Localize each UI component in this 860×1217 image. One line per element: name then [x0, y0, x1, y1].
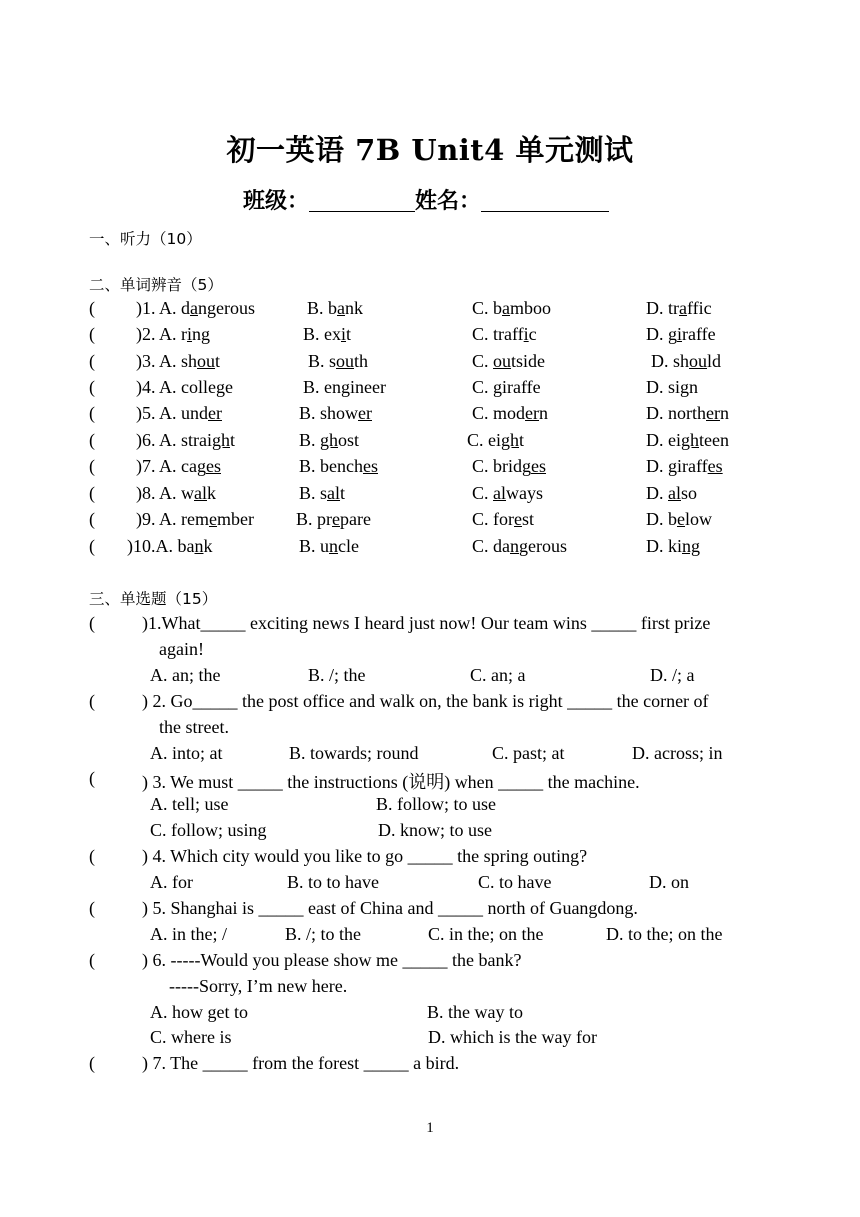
phonetics-row [0, 298, 860, 324]
phonetics-row [0, 456, 860, 482]
option-d: D. giraffes [646, 456, 723, 476]
question-2-text: ) 2. Go_____ the post office and walk on, the bank is right _____ the corner of [142, 691, 709, 711]
option-c: C. dangerous [472, 536, 567, 556]
option-a: A. into; at [150, 743, 223, 763]
answer-paren: ( [89, 483, 95, 503]
option-b: B. salt [299, 483, 346, 503]
name-blank [481, 189, 609, 212]
answer-paren: ( [89, 298, 95, 318]
phonetics-row [0, 483, 860, 509]
phonetics-row [0, 351, 860, 377]
option-d: D. which is the way for [428, 1027, 597, 1047]
option-b: B. uncle [299, 536, 359, 556]
student-info-line [243, 184, 609, 215]
phonetics-row [0, 403, 860, 429]
phonetics-row [0, 536, 860, 562]
option-d: D. also [646, 483, 698, 503]
option-d: D. northern [646, 403, 729, 423]
option-a: )8. A. walk [136, 483, 216, 503]
name-label: 姓名： [415, 188, 482, 214]
option-a: )1. A. dangerous [136, 298, 255, 318]
option-d: D. sign [646, 377, 699, 397]
option-d: D. know; to use [378, 820, 492, 840]
option-b: B. follow; to use [376, 794, 496, 814]
question-3-text: ) 3. We must _____ the instructions (说明) when _____ the machine. [142, 772, 640, 792]
option-c: C. to have [478, 872, 552, 892]
option-b: B. /; to the [285, 924, 361, 944]
option-a: )6. A. straight [136, 430, 236, 450]
option-a: )9. A. remember [136, 509, 254, 529]
option-a: )10.A. bank [127, 536, 213, 556]
question-paren: ( [89, 1053, 95, 1073]
option-c: C. bamboo [472, 298, 552, 318]
option-c: C. traffic [472, 324, 537, 344]
answer-paren: ( [89, 430, 95, 450]
option-a: )7. A. cages [136, 456, 221, 476]
option-a: )4. A. college [136, 377, 233, 397]
option-c: C. modern [472, 403, 548, 423]
option-d: D. across; in [632, 743, 723, 763]
section-choice: 三、单选题（15） [89, 590, 218, 608]
option-d: D. king [646, 536, 700, 556]
question-1-text-cont: again! [159, 639, 204, 659]
question-6-text-cont: -----Sorry, I’m new here. [169, 976, 348, 996]
question-6-text: ) 6. -----Would you please show me _____ the bank? [142, 950, 522, 970]
option-b: B. the way to [427, 1002, 523, 1022]
question-2-text-cont: the street. [159, 717, 229, 737]
option-c: C. an; a [470, 665, 526, 685]
option-a: A. for [150, 872, 193, 892]
option-b: B. to to have [287, 872, 379, 892]
option-a: A. how get to [150, 1002, 248, 1022]
option-b: B. engineer [303, 377, 386, 397]
option-b: B. ghost [299, 430, 360, 450]
option-b: B. benches [299, 456, 378, 476]
class-label: 班级： [243, 188, 310, 214]
option-c: C. outside [472, 351, 546, 371]
option-c: C. follow; using [150, 820, 267, 840]
question-paren: ( [89, 768, 95, 788]
question-paren: ( [89, 846, 95, 866]
phonetics-row [0, 324, 860, 350]
question-7-text: ) 7. The _____ from the forest _____ a bird. [142, 1053, 460, 1073]
option-c: C. in the; on the [428, 924, 544, 944]
page-title: 初一英语 7B Unit4 单元测试 [226, 133, 634, 167]
question-4-text: ) 4. Which city would you like to go _____ the spring outing? [142, 846, 588, 866]
option-b: B. /; the [308, 665, 366, 685]
option-d: D. eighteen [646, 430, 729, 450]
option-b: B. towards; round [289, 743, 419, 763]
answer-paren: ( [89, 456, 95, 476]
option-c: C. bridges [472, 456, 547, 476]
question-paren: ( [89, 898, 95, 918]
option-c: C. always [472, 483, 544, 503]
option-b: B. south [308, 351, 369, 371]
option-d: D. /; a [650, 665, 695, 685]
option-c: C. where is [150, 1027, 232, 1047]
question-paren: ( [89, 613, 95, 633]
phonetics-row [0, 377, 860, 403]
option-c: C. eight [467, 430, 525, 450]
option-d: D. below [646, 509, 712, 529]
option-b: B. exit [303, 324, 352, 344]
question-paren: ( [89, 691, 95, 711]
class-blank [309, 189, 415, 212]
question-5-text: ) 5. Shanghai is _____ east of China and _____ north of Guangdong. [142, 898, 638, 918]
option-a: A. in the; / [150, 924, 227, 944]
option-a: )3. A. shout [136, 351, 221, 371]
option-c: C. giraffe [472, 377, 541, 397]
answer-paren: ( [89, 509, 95, 529]
option-b: B. bank [307, 298, 364, 318]
option-b: B. shower [299, 403, 372, 423]
option-b: B. prepare [296, 509, 371, 529]
option-a: )2. A. ring [136, 324, 211, 344]
question-1-text: )1.What_____ exciting news I heard just now! Our team wins _____ first prize [142, 613, 711, 633]
section-phonetics: 二、单词辨音（5） [89, 276, 223, 294]
answer-paren: ( [89, 377, 95, 397]
option-d: D. should [651, 351, 722, 371]
option-c: C. past; at [492, 743, 565, 763]
answer-paren: ( [89, 324, 95, 344]
question-paren: ( [89, 950, 95, 970]
option-c: C. forest [472, 509, 535, 529]
phonetics-row [0, 509, 860, 535]
option-d: D. giraffe [646, 324, 716, 344]
phonetics-row [0, 430, 860, 456]
option-d: D. to the; on the [606, 924, 723, 944]
option-d: D. traffic [646, 298, 712, 318]
answer-paren: ( [89, 351, 95, 371]
answer-paren: ( [89, 536, 95, 556]
page-number: 1 [426, 1120, 434, 1136]
section-listening: 一、听力（10） [89, 230, 202, 248]
option-a: )5. A. under [136, 403, 222, 423]
option-d: D. on [649, 872, 689, 892]
option-a: A. tell; use [150, 794, 229, 814]
answer-paren: ( [89, 403, 95, 423]
option-a: A. an; the [150, 665, 221, 685]
